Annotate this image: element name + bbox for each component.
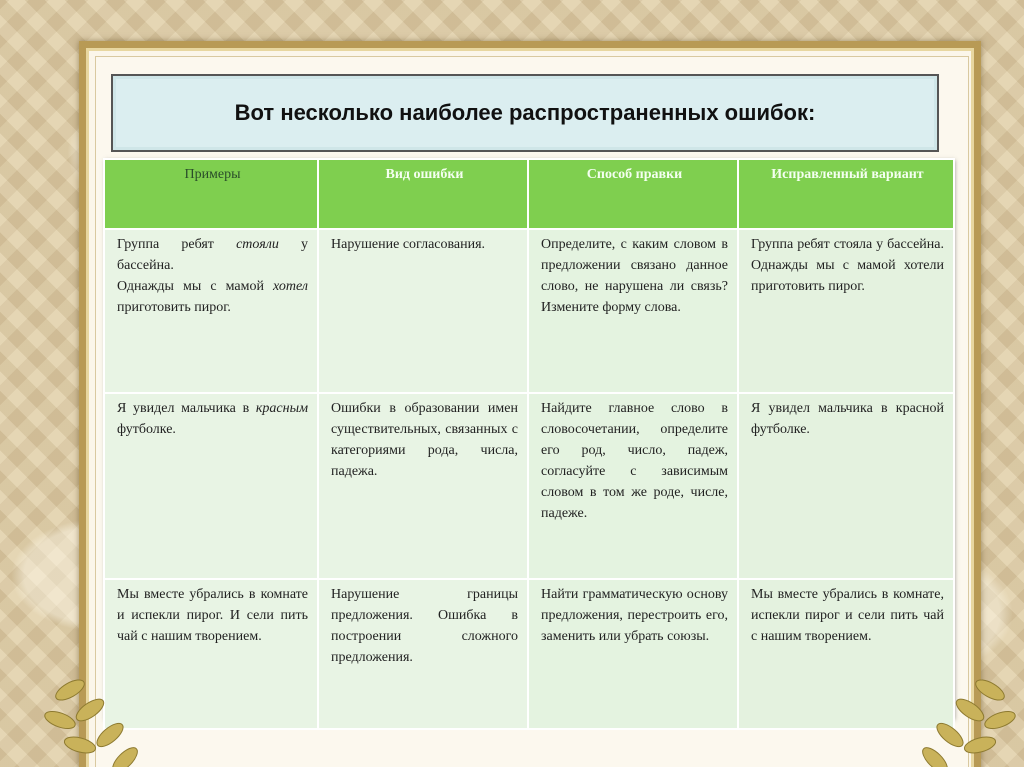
table-row <box>104 579 954 729</box>
slide-title: Вот несколько наиболее распространенных ошибок: <box>234 100 816 125</box>
errors-table <box>103 158 955 730</box>
example-text: Группа ребят стояли у бассейна. <box>117 237 308 273</box>
cell-example: Мы вместе убрались в комнате и испекли пирог. И сели пить чай с нашим творением. <box>104 579 318 729</box>
error-word: хотел <box>273 279 308 294</box>
table-row <box>104 229 954 393</box>
cell-fix-method: Найти грамматическую основу предложения, перестроить его, заменить или убрать союзы. <box>528 579 738 729</box>
cell-corrected: Мы вместе убрались в комнате, испекли пирог и сели пить чай с нашим творением. <box>738 579 954 729</box>
error-word: стояли <box>236 237 279 252</box>
cell-fix-method: Определите, с каким словом в предложении связано данное слово, не нарушена ли связь? Измените форму слова. <box>528 229 738 393</box>
cell-error-type: Нарушение согласования. <box>318 229 528 393</box>
cell-error-type: Ошибки в образовании имен существительных, связанных с категориями рода, числа, падежа. <box>318 393 528 579</box>
errors-table-container <box>103 158 953 718</box>
cell-example <box>104 229 318 393</box>
table-header-row <box>104 159 954 229</box>
header-examples: Примеры <box>104 159 318 229</box>
header-fix-method: Способ правки <box>528 159 738 229</box>
example-text: Я увидел мальчика в красным футболке. <box>117 401 308 437</box>
header-corrected: Исправленный вариант <box>738 159 954 229</box>
title-box <box>111 74 939 152</box>
example-text: Однажды мы с мамой хотел приготовить пирог. <box>117 279 308 315</box>
cell-error-type: Нарушение границы предложения. Ошибка в построении сложного предложения. <box>318 579 528 729</box>
table-row <box>104 393 954 579</box>
header-error-type: Вид ошибки <box>318 159 528 229</box>
cell-fix-method: Найдите главное слово в словосочетании, определите его род, число, падеж, согласуйте с зависимым словом в том же роде, числе, падеже. <box>528 393 738 579</box>
cell-corrected: Я увидел мальчика в красной футболке. <box>738 393 954 579</box>
cell-example <box>104 393 318 579</box>
cell-corrected: Группа ребят стояла у бассейна. Однажды мы с мамой хотели приготовить пирог. <box>738 229 954 393</box>
error-word: красным <box>255 401 308 416</box>
